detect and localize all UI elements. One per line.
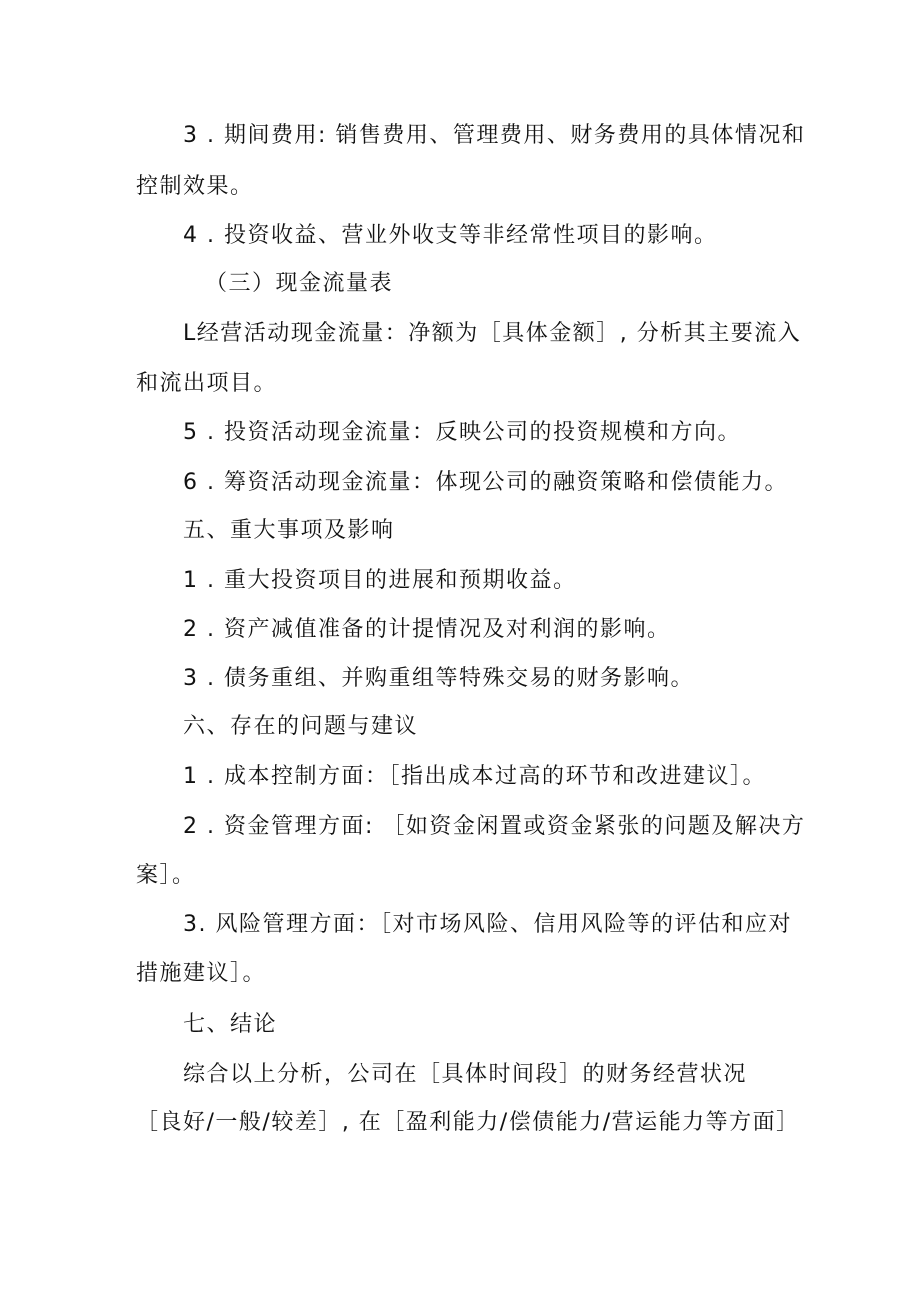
text-line-period-expenses-cont: 控制效果。 <box>136 174 254 199</box>
text-line-operating-cash-flow: L经营活动现金流量：净额为［具体金额］, 分析其主要流入 <box>183 321 802 346</box>
text-line-period-expenses: 3 . 期间费用: 销售费用、管理费用、财务费用的具体情况和 <box>183 123 806 148</box>
text-line-investment-income: 4 . 投资收益、营业外收支等非经常性项目的影响。 <box>183 223 718 248</box>
text-line-risk-management-cont: 措施建议］。 <box>136 961 267 986</box>
section-heading-cash-flow-statement: （三）现金流量表 <box>205 271 394 296</box>
text-line-operating-cash-flow-cont: 和流出项目。 <box>136 371 278 396</box>
section-heading-major-events: 五、重大事项及影响 <box>183 518 395 543</box>
text-line-major-investment: 1 . 重大投资项目的进展和预期收益。 <box>183 568 577 593</box>
text-line-debt-restructuring: 3 . 债务重组、并购重组等特殊交易的财务影响。 <box>183 666 694 691</box>
section-heading-problems-suggestions: 六、存在的问题与建议 <box>183 714 419 739</box>
text-line-investing-cash-flow: 5 . 投资活动现金流量：反映公司的投资规模和方向。 <box>183 420 741 445</box>
text-line-risk-management: 3. 风险管理方面：［对市场风险、信用风险等的评估和应对 <box>183 912 792 937</box>
text-line-fund-management-cont: 案］。 <box>136 863 196 888</box>
text-line-financing-cash-flow: 6 . 筹资活动现金流量：体现公司的融资策略和偿债能力。 <box>183 470 788 495</box>
text-line-cost-control: 1 . 成本控制方面：［指出成本过高的环节和改进建议］。 <box>183 764 766 789</box>
section-heading-conclusion: 七、结论 <box>183 1012 278 1037</box>
text-line-conclusion-cont: ［良好/一般/较差］, 在［盈利能力/偿债能力/营运能力等方面］ <box>136 1110 800 1135</box>
text-line-conclusion: 综合以上分析，公司在［具体时间段］的财务经营状况 <box>183 1062 748 1087</box>
text-line-fund-management: 2 . 资金管理方面: ［如资金闲置或资金紧张的问题及解决方 <box>183 814 806 839</box>
text-line-asset-impairment: 2 . 资产减值准备的计提情况及对利润的影响。 <box>183 617 671 642</box>
